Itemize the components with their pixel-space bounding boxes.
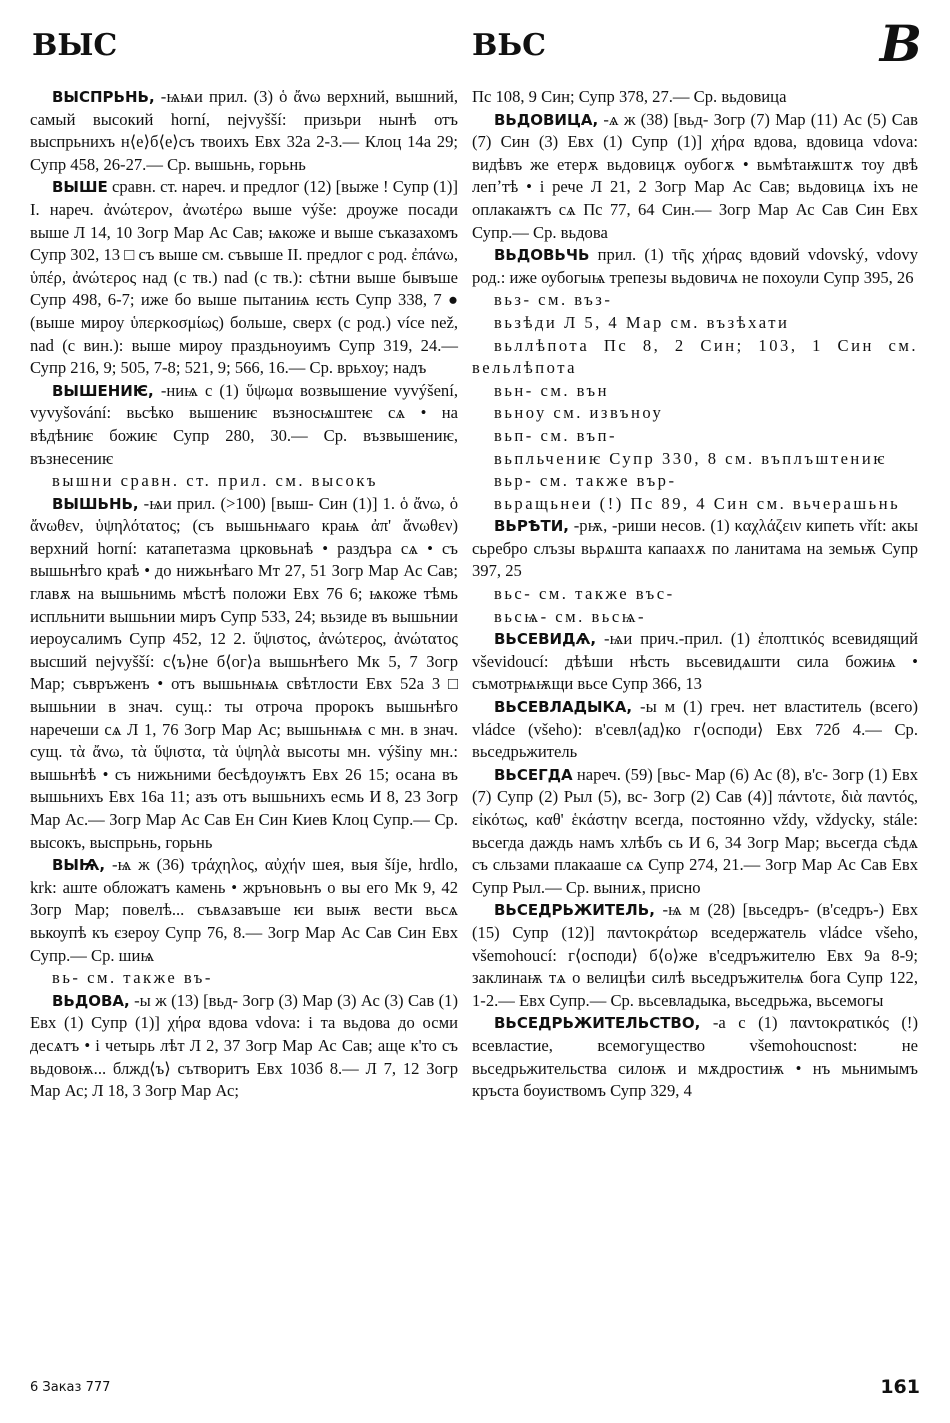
- entry-headword: ВЫСПРЬНЬ,: [52, 88, 155, 106]
- entry-body: вьр- см. также вър-: [494, 471, 677, 491]
- entry-body: вьноу см. извъноу: [494, 403, 664, 423]
- dictionary-entry: [472, 696, 918, 764]
- entry-body: вьсѩ- см. вьсѩ-: [494, 606, 647, 626]
- entry-body: вьз- см. въз-: [494, 290, 613, 310]
- entry-headword: ВЫѨ,: [52, 856, 106, 875]
- entry-headword: ВЬДОВА,: [52, 991, 130, 1010]
- cross-reference-entry: [472, 289, 918, 312]
- entry-body: -ѧ ж (38) [вьд- Зогр (7) Мар (11) Ас (5) Сав (7) Син (3) Евх (1) Супр (1)] χήρα вдова, вдовица vdova: видѣвъ же етерѫ вьдовицѫ оубогѫ • вьмѣтаѭштѫ тоу двѣ лепʼтѣ • і рече Л 21, 2 Зогр Мар Ас Сав; вьдовицѧ іхъ не оплакаѭтъ сѧ Пс 77, 64 Син.— Зогр Мар Ас Сав Син Евх Супр.— Ср. вьдова: [472, 109, 918, 242]
- running-head-center: ВЬС: [472, 28, 546, 63]
- entry-body: -ѩ м (28) [вьседръ- (в'седръ-) Евх (15) Супр (12)] παντοκράτωρ вседержатель vládce všeho, všemohoucí: г⟨осподи⟩ б⟨о⟩же в'седръжителю Евх 9а 8-9; заклинаѭ тѧ о велицѣи силѣ вьседръжителѩ бога Супр 122, 1-2.— Евх Супр.— Ср. вьсевладыка, вьседрьжа, вьсемогы: [472, 900, 918, 1010]
- entry-headword: ВЬСЕВЛАДЫКА,: [494, 698, 633, 717]
- entry-headword: ВЬДОВИЦА,: [494, 110, 599, 129]
- entry-headword: ВЫШЕ: [52, 178, 108, 197]
- entry-headword: ВЬСЕДРЬЖИТЕЛЬ,: [494, 901, 655, 920]
- dictionary-entry: [30, 380, 458, 470]
- entry-body: -ы м (1) греч. нет властитель (всего) vládce (všeho): в'севл⟨ад⟩ко г⟨осподи⟩ Евх 72б 4.— Ср. вьседрьжитель: [472, 697, 918, 762]
- right-column: [472, 86, 918, 1103]
- entry-body: прил. (1) τῆς χήρας вдовий vdovský, vdovy род.: иже оубогыѩ трепезы вьдовичѧ не похоули Супр 395, 26: [472, 245, 918, 287]
- entry-body: Пс 108, 9 Син; Супр 378, 27.— Ср. вьдовица: [472, 87, 787, 106]
- entry-body: сравн. ст. нареч. и предлог (12) [выже ! Супр (1)] I. нареч. ἀνώτερον, ἀνωτέρω выше výše: дроуже посади выше Л 14, 10 Зогр Мар Ас Сав; ѩкоже и выше съказахомъ Супр 302, 13 □ съ выше см. съвыше II. предлог с род. ἐπάνω, ὑπέρ, ἀνώτερος над (с тв.) nad (с тв.): сѣтни выше бывъше Супр 498, 6-7; иже бо выше пытаниѩ ѥсть Супр 338, 7 ● (выше мироу ὑπερκοσμίως) больше, сверх (с род.) více než, nad (с вин.): выше мироу праздьноуимъ Супр 319, 24.— Супр 216, 9; 505, 7-8; 521, 9; 566, 16.— Ср. врьхоу; надъ: [30, 177, 458, 378]
- entry-headword: ВЬСЕВИДѦ,: [494, 630, 597, 649]
- dictionary-entry: [472, 764, 918, 900]
- dictionary-entry: [472, 515, 918, 583]
- dictionary-entry: [30, 990, 458, 1103]
- entry-body: вьн- см. вън: [494, 380, 610, 400]
- entry-headword: ВЬРѢТИ,: [494, 517, 569, 536]
- entry-body: вьзѣди Л 5, 4 Мар см. възѣхати: [494, 312, 790, 332]
- entry-body: -ѩѩи прил. (3) ὁ ἄνω верхний, вышний, самый высокий horní, nejvyšší: призьри нынѣ отъ выспрьнихъ н⟨е⟩б⟨е⟩съ твоихъ Евх 32а 2-3.— Клоц 14а 29; Супр 458, 26-27.— Ср. вышьнь, горьнь: [30, 87, 458, 174]
- dictionary-entry: [472, 86, 918, 109]
- entry-headword: ВЫШЬНЬ,: [52, 494, 139, 513]
- cross-reference-entry: [472, 470, 918, 493]
- entry-body: вьпльчениѥ Супр 330, 8 см. въплъштениѥ: [494, 448, 887, 468]
- dictionary-entry: [472, 899, 918, 1012]
- cross-reference-entry: [472, 606, 918, 629]
- cross-reference-entry: [472, 335, 918, 380]
- entry-body: вь- см. также въ-: [52, 968, 213, 988]
- dictionary-entry: [472, 1012, 918, 1102]
- entry-body: -рѭ, -риши несов. (1) καχλάζειν кипеть vřít: акы сьребро слъзы вьрѧшта капаахѫ по ланитама на земьѭ Супр 397, 25: [472, 516, 918, 581]
- dictionary-entry: [472, 628, 918, 696]
- printer-signature: 6 Заказ 777: [30, 1380, 111, 1395]
- entry-body: нареч. (59) [вьс- Мар (6) Ас (8), в'с- Зогр (1) Евх (7) Супр (2) Рыл (5), вс- Зогр (2) Сав (4)] πάντοτε, διὰ παντός, εἰκότως, καθ' ἑκάστην всегда, постоянно vždy, vždycky, stále: вьсегда даждь намъ хлѣбъ сь И 6, 34 Зогр Мар; вьсегда сѣдѧ съ сльзами плакааше сѧ Супр 274, 21.— Зогр Мар Ас Сав Евх Супр Рыл.— Ср. выниѫ, присно: [472, 764, 918, 897]
- entry-body: -ы ж (13) [вьд- Зогр (3) Мар (3) Ас (3) Сав (1) Евх (1) Супр (1)] χήρα вдова vdova: і та вьдова до осми десѧтъ • і четырь лѣт Л 2, 37 Зогр Мар Ас Сав; аще к'то съ вьдовоѭ... блжд⟨ъ⟩ сътворитъ Евх 103б 8.— Л 7, 12 Зогр Мар Ас; Л 18, 3 Зогр Мар Ас;: [30, 990, 458, 1101]
- dictionary-entry: [30, 854, 458, 967]
- dictionary-entry: [30, 86, 458, 176]
- entry-headword: ВЬСЕДРЬЖИТЕЛЬСТВО,: [494, 1014, 701, 1033]
- cross-reference-entry: [472, 425, 918, 448]
- dictionary-entry: [30, 493, 458, 855]
- entry-headword: ВЬДОВЬЧЬ: [494, 246, 590, 265]
- dictionary-entry: [30, 176, 458, 379]
- page-number: 161: [880, 1376, 920, 1398]
- cross-reference-entry: [472, 380, 918, 403]
- entry-body: -ниѩ с (1) ὕψωμα возвышение vyvýšení, vyvyšování: вьсѣко вышениѥ възносѩштеѥ сѧ • на вѣдѣниѥ божиѥ Супр 280, 30.— Ср. възвышениѥ, възнесениѥ: [30, 380, 458, 468]
- cross-reference-entry: [472, 493, 918, 516]
- entry-body: -ѩи прич.-прил. (1) ἐποπτικός всевидящий vševidoucí: дѣѣши нѣсть вьсевидѧшти сила божиѩ • съмотрѩѭщи вьсе Супр 366, 13: [472, 629, 918, 694]
- entry-headword: ВЫШЕНИѤ,: [52, 381, 154, 400]
- running-head-left: ВЫС: [32, 28, 118, 63]
- entry-body: -ѩи прил. (>100) [выш- Син (1)] 1. ὁ ἄνω, ὁ ἄνωθεν, ὑψηλότατος; (съ вышьнѩаго краѩ ἀπ' ἄνωθεν) верхний horní: катапетазма црковьнаѣ • раздъра сѧ • съ вышьнѣго краѣ • до нижьнѣаго Мт 27, 51 Зогр Мар Ас Сав; главѫ на вышьнимь мѣстѣ положи Евх 76 6; ѩкоже тѣмь испльнити вышьнии миръ Супр 533, 24; вьзиде въ вышьнии иероусалимъ Супр 452, 12 2. ὕψιστος, ἀνώτερος, ἀνώτατος высший nejvyšší: с⟨ъ⟩не б⟨ог⟩а вышьнѣего Мк 5, 7 Зогр Мар; съвръженъ • отъ вышьнѩѩ свѣтлости Евх 52а 3 □ вышьнии в знач. сущ.: ты отроча пророкъ вышьнѣго наречеши сѧ Л 1, 76 Зогр Мар Ас; вышьнѩѩ с мн. в знач. сущ. τὰ ἄνω, τὰ ὕψιστα, τὰ ὑψηλὰ высоты мн. výšiny мн.: вышьнѣѣ • съ нижьними бесѣдоуѭтъ Евх 26 15; осана въ вышьнихъ Евх 16а 11; азъ отъ вышьнихъ есмь И 8, 23 Зогр Мар Ас.— Зогр Мар Ас Сав Ен Син Киев Клоц Супр.— Ср. высокъ, выспрьнь, горьнь: [30, 493, 458, 852]
- entry-body: -ѩ ж (36) τράχηλος, αὐχήν шея, выя šíje, hrdlo, krk: аште обложатъ камень • жръновьнъ о вы его Мк 9, 42 Зогр Мар; повелѣ... съвѧзавъше ѥи выѭ вести вьсѧ вькоупѣ къ єзероу Супр 76, 8.— Зогр Мар Ас Сав Син Евх Супр.— Ср. шиѩ: [30, 855, 458, 965]
- entry-body: вышни сравн. ст. прил. см. высокъ: [52, 471, 378, 491]
- cross-reference-entry: [30, 967, 458, 990]
- entry-body: вьс- см. также въс-: [494, 584, 675, 604]
- entry-body: -а с (1) παντοκρατικός (!) всевластие, всемогущество všemohoucnost: не вьседрьжительства силоѭ и мѫдростиѭ • нъ мьнимымъ кръста боуиствомъ Супр 329, 4: [472, 1013, 918, 1101]
- entry-body: вьллѣпота Пс 8, 2 Син; 103, 1 Син см. вельлѣпота: [472, 335, 918, 378]
- cross-reference-entry: [30, 470, 458, 493]
- cross-reference-entry: [472, 583, 918, 606]
- section-letter: В: [879, 14, 922, 73]
- cross-reference-entry: [472, 448, 918, 471]
- cross-reference-entry: [472, 402, 918, 425]
- entry-headword: ВЬСЕГДА: [494, 765, 573, 784]
- left-column: [30, 86, 458, 1103]
- entry-body: вьращьнеи (!) Пс 89, 4 Син см. вьчерашьнь: [494, 493, 901, 513]
- entry-body: вьп- см. въп-: [494, 425, 618, 445]
- dictionary-entry: [472, 109, 918, 245]
- cross-reference-entry: [472, 312, 918, 335]
- dictionary-entry: [472, 244, 918, 289]
